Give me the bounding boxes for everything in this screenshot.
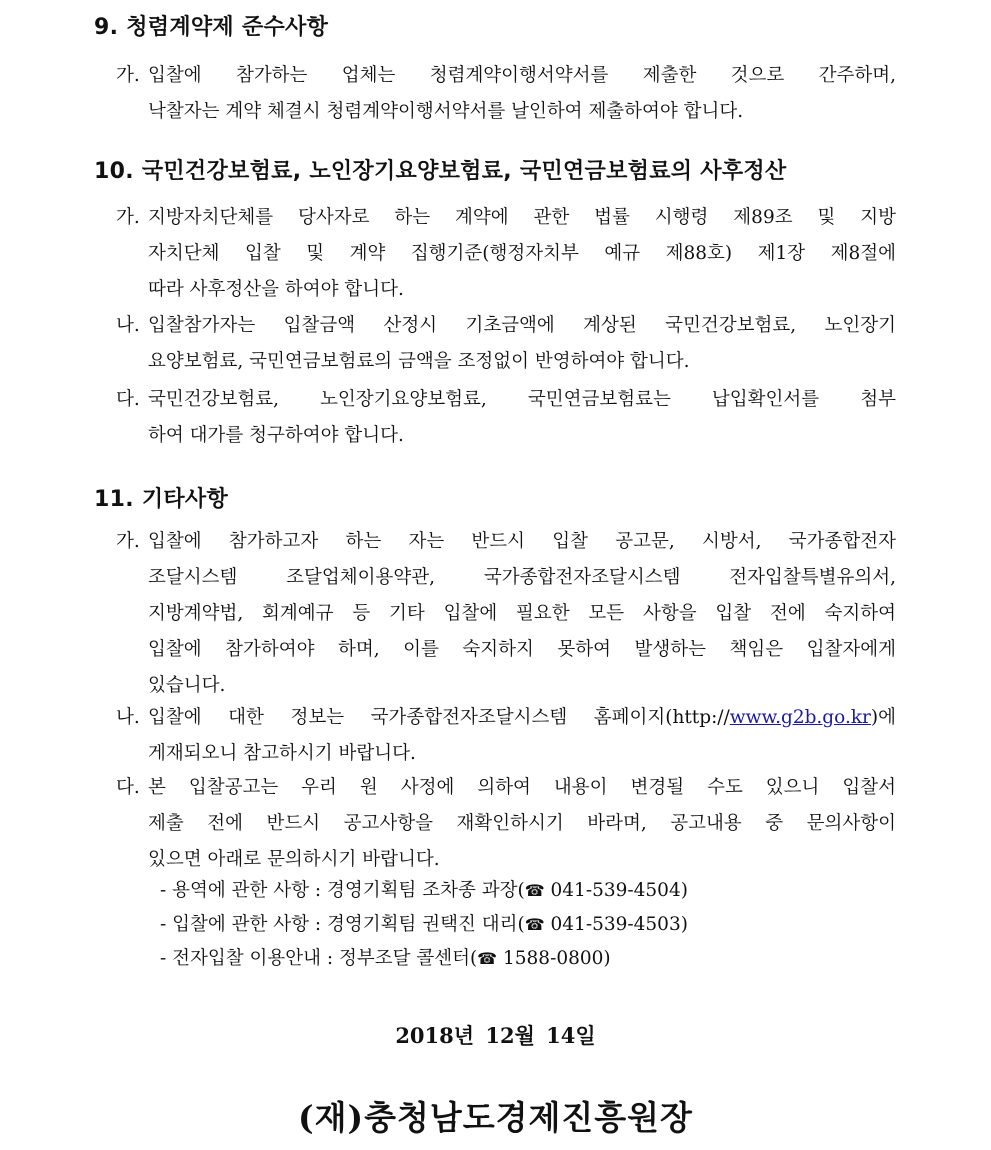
- item-body: [148, 524, 896, 704]
- item-line: 조달시스템 조달업체이용약관, 국가종합전자조달시스템 전자입찰특별유의서,: [148, 567, 896, 588]
- item-line: 본 입찰공고는 우리 원 사정에 의하여 내용이 변경될 수도 있으니 입찰서: [148, 777, 896, 798]
- contact-row: [160, 908, 688, 942]
- phone-icon: ☎: [524, 915, 545, 934]
- item-marker: 다.: [116, 389, 140, 410]
- phone-icon: ☎: [524, 881, 545, 900]
- item-body: [148, 770, 896, 878]
- item-body: [148, 58, 896, 130]
- item-line: 게재되오니 참고하시기 바랍니다.: [148, 743, 416, 764]
- item-line: 자치단체 입찰 및 계약 집행기준(행정자치부 예규 제88호) 제1장 제8절에: [148, 243, 896, 264]
- item-line: 요양보험료, 국민연금보험료의 금액을 조정없이 반영하여야 합니다.: [148, 351, 690, 372]
- section-heading-11: 11. 기타사항: [94, 487, 229, 512]
- item-marker: 가.: [116, 531, 140, 552]
- contact-row: [160, 874, 688, 908]
- contact-phone: 1588-0800: [503, 948, 604, 969]
- item-text: )에: [870, 707, 896, 728]
- item-marker: 가.: [116, 207, 140, 228]
- contact-phone: 041-539-4504: [550, 880, 681, 901]
- contact-list: [160, 874, 688, 976]
- section-11-item-na: [116, 700, 896, 772]
- item-line: 지방계약법, 회계예규 등 기타 입찰에 필요한 모든 사항을 입찰 전에 숙지하여: [148, 603, 896, 624]
- item-marker: 나.: [116, 315, 140, 336]
- contact-text: ): [603, 948, 611, 969]
- contact-row: [160, 942, 688, 976]
- contact-text: ): [680, 914, 688, 935]
- item-text: 입찰에 대한 정보는 국가종합전자조달시스템 홈페이지(http://: [148, 707, 730, 728]
- announcement-date: 2018년 12월 14일: [395, 1023, 596, 1048]
- item-line: [148, 700, 896, 736]
- item-body: [148, 308, 896, 380]
- item-line: 하여 대가를 청구하여야 합니다.: [148, 425, 404, 446]
- item-line: 있으면 아래로 문의하시기 바랍니다.: [148, 849, 440, 870]
- section-10-item-na: [116, 308, 896, 380]
- contact-text: ): [680, 880, 688, 901]
- item-line: 입찰참가자는 입찰금액 산정시 기초금액에 계상된 국민건강보험료, 노인장기: [148, 315, 896, 336]
- contact-text: - 용역에 관한 사항 : 경영기획팀 조차종 과장(: [160, 880, 525, 901]
- g2b-homepage-link[interactable]: www.g2b.go.kr: [729, 707, 871, 728]
- item-line: 제출 전에 반드시 공고사항을 재확인하시기 바라며, 공고내용 중 문의사항이: [148, 813, 896, 834]
- phone-icon: ☎: [477, 949, 498, 968]
- section-11-item-ga: [116, 524, 896, 704]
- item-line: 있습니다.: [148, 675, 226, 696]
- section-9-item-ga: [116, 58, 896, 130]
- item-body: [148, 200, 896, 308]
- section-10-item-da: [116, 382, 896, 454]
- item-marker: 나.: [116, 707, 140, 728]
- item-line: 입찰에 참가하는 업체는 청렴계약이행서약서를 제출한 것으로 간주하며,: [148, 65, 896, 86]
- section-11-item-da: [116, 770, 896, 878]
- item-line: 낙찰자는 계약 체결시 청렴계약이행서약서를 날인하여 제출하여야 합니다.: [148, 101, 744, 122]
- item-marker: 다.: [116, 777, 140, 798]
- section-heading-9: 9. 청렴계약제 준수사항: [94, 15, 329, 40]
- item-line: 국민건강보험료, 노인장기요양보험료, 국민연금보험료는 납입확인서를 첨부: [148, 389, 896, 410]
- section-10-item-ga: [116, 200, 896, 308]
- contact-text: - 입찰에 관한 사항 : 경영기획팀 권택진 대리(: [160, 914, 525, 935]
- organization-name: (재)충청남도경제진흥원장: [298, 1098, 693, 1137]
- contact-phone: 041-539-4503: [550, 914, 681, 935]
- item-line: 따라 사후정산을 하여야 합니다.: [148, 279, 404, 300]
- item-line: 입찰에 참가하여야 하며, 이를 숙지하지 못하여 발생하는 책임은 입찰자에게: [148, 639, 896, 660]
- item-line: 입찰에 참가하고자 하는 자는 반드시 입찰 공고문, 시방서, 국가종합전자: [148, 531, 896, 552]
- section-heading-10: 10. 국민건강보험료, 노인장기요양보험료, 국민연금보험료의 사후정산: [94, 159, 787, 184]
- item-body: [148, 382, 896, 454]
- item-marker: 가.: [116, 65, 140, 86]
- item-line: 지방자치단체를 당사자로 하는 계약에 관한 법률 시행령 제89조 및 지방: [148, 207, 896, 228]
- item-body: [148, 700, 896, 772]
- contact-text: - 전자입찰 이용안내 : 정부조달 콜센터(: [160, 948, 478, 969]
